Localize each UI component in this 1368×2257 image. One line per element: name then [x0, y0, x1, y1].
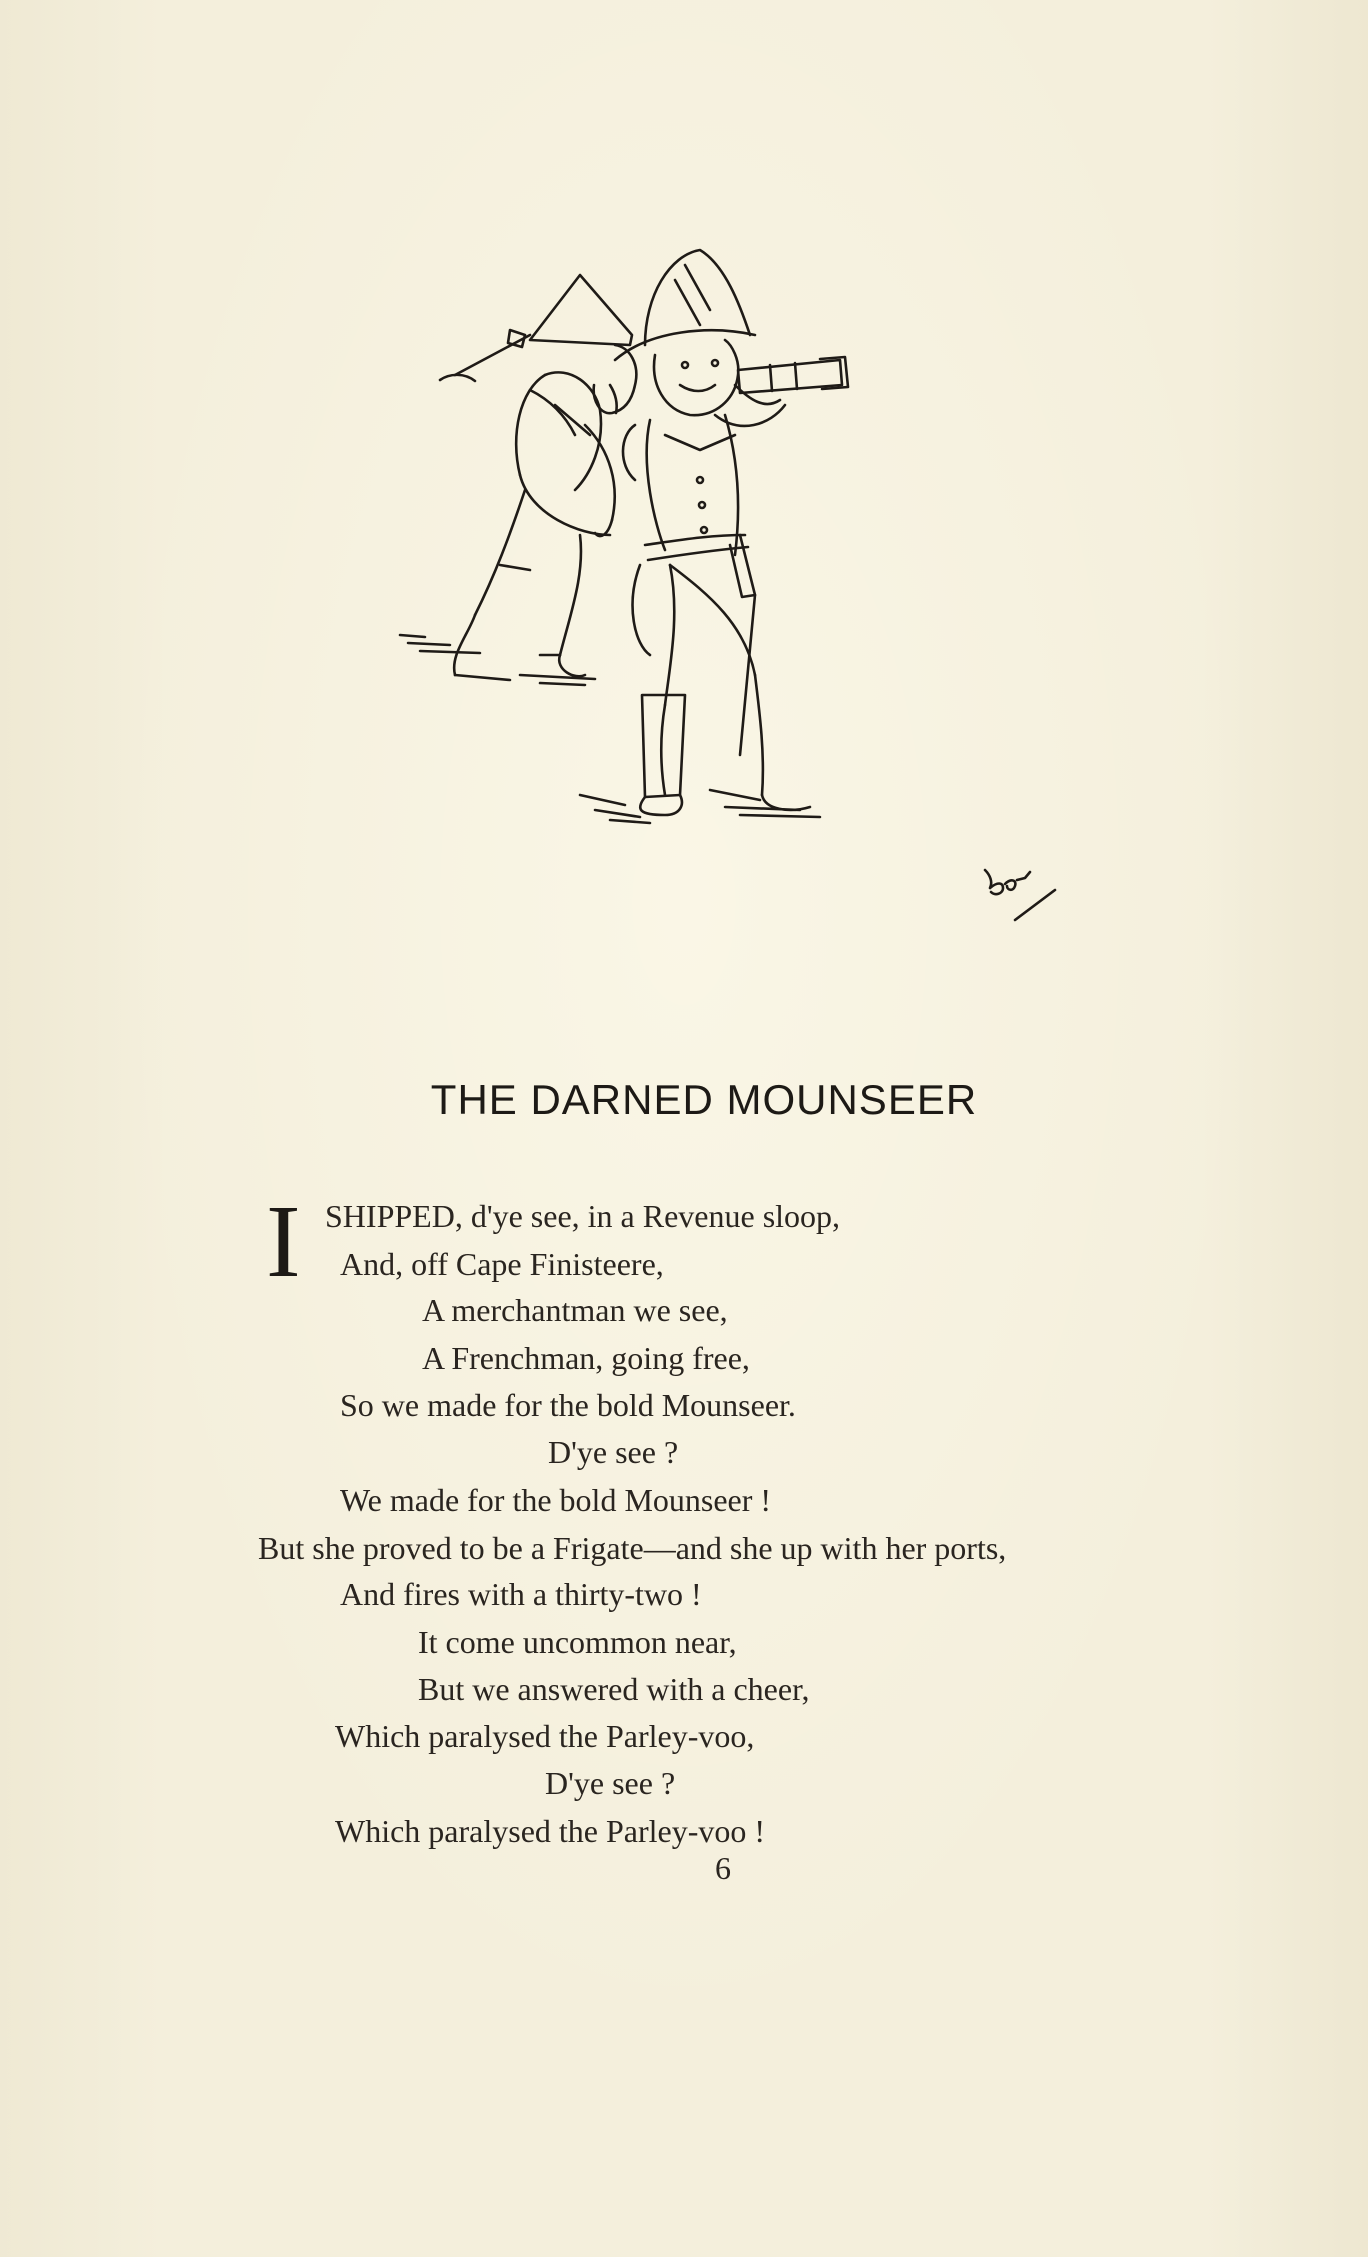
poem-line: But we answered with a cheer,: [418, 1671, 810, 1707]
poem-line: D'ye see ?: [545, 1765, 676, 1801]
poem-line: A merchantman we see,: [422, 1292, 728, 1328]
poem-line: And, off Cape Finisteere,: [340, 1246, 664, 1282]
poem-line: SHIPPED, d'ye see, in a Revenue sloop,: [325, 1198, 841, 1234]
illustration-sailors: [380, 235, 1100, 955]
poem-line: So we made for the bold Mounseer.: [340, 1387, 796, 1423]
poem-line: It come uncommon near,: [418, 1624, 737, 1660]
poem-line: We made for the bold Mounseer !: [340, 1482, 772, 1518]
page-number: 6: [715, 1850, 731, 1886]
poem-line: A Frenchman, going free,: [422, 1340, 750, 1376]
poem-line: But she proved to be a Frigate—and she up with her ports,: [258, 1530, 1007, 1566]
right-officer-figure: [580, 250, 848, 823]
drop-cap: I: [266, 1184, 301, 1299]
poem-line: D'ye see ?: [548, 1434, 679, 1470]
poem-line: And fires with a thirty-two !: [340, 1576, 702, 1612]
left-sailor-figure: [400, 275, 636, 685]
poem-title: THE DARNED MOUNSEER: [430, 1076, 978, 1123]
poem-line: Which paralysed the Parley-voo !: [335, 1813, 766, 1849]
poem-line: Which paralysed the Parley-voo,: [335, 1718, 755, 1754]
bab-signature: [985, 870, 1055, 920]
bleed-through-text: [560, 50, 572, 97]
